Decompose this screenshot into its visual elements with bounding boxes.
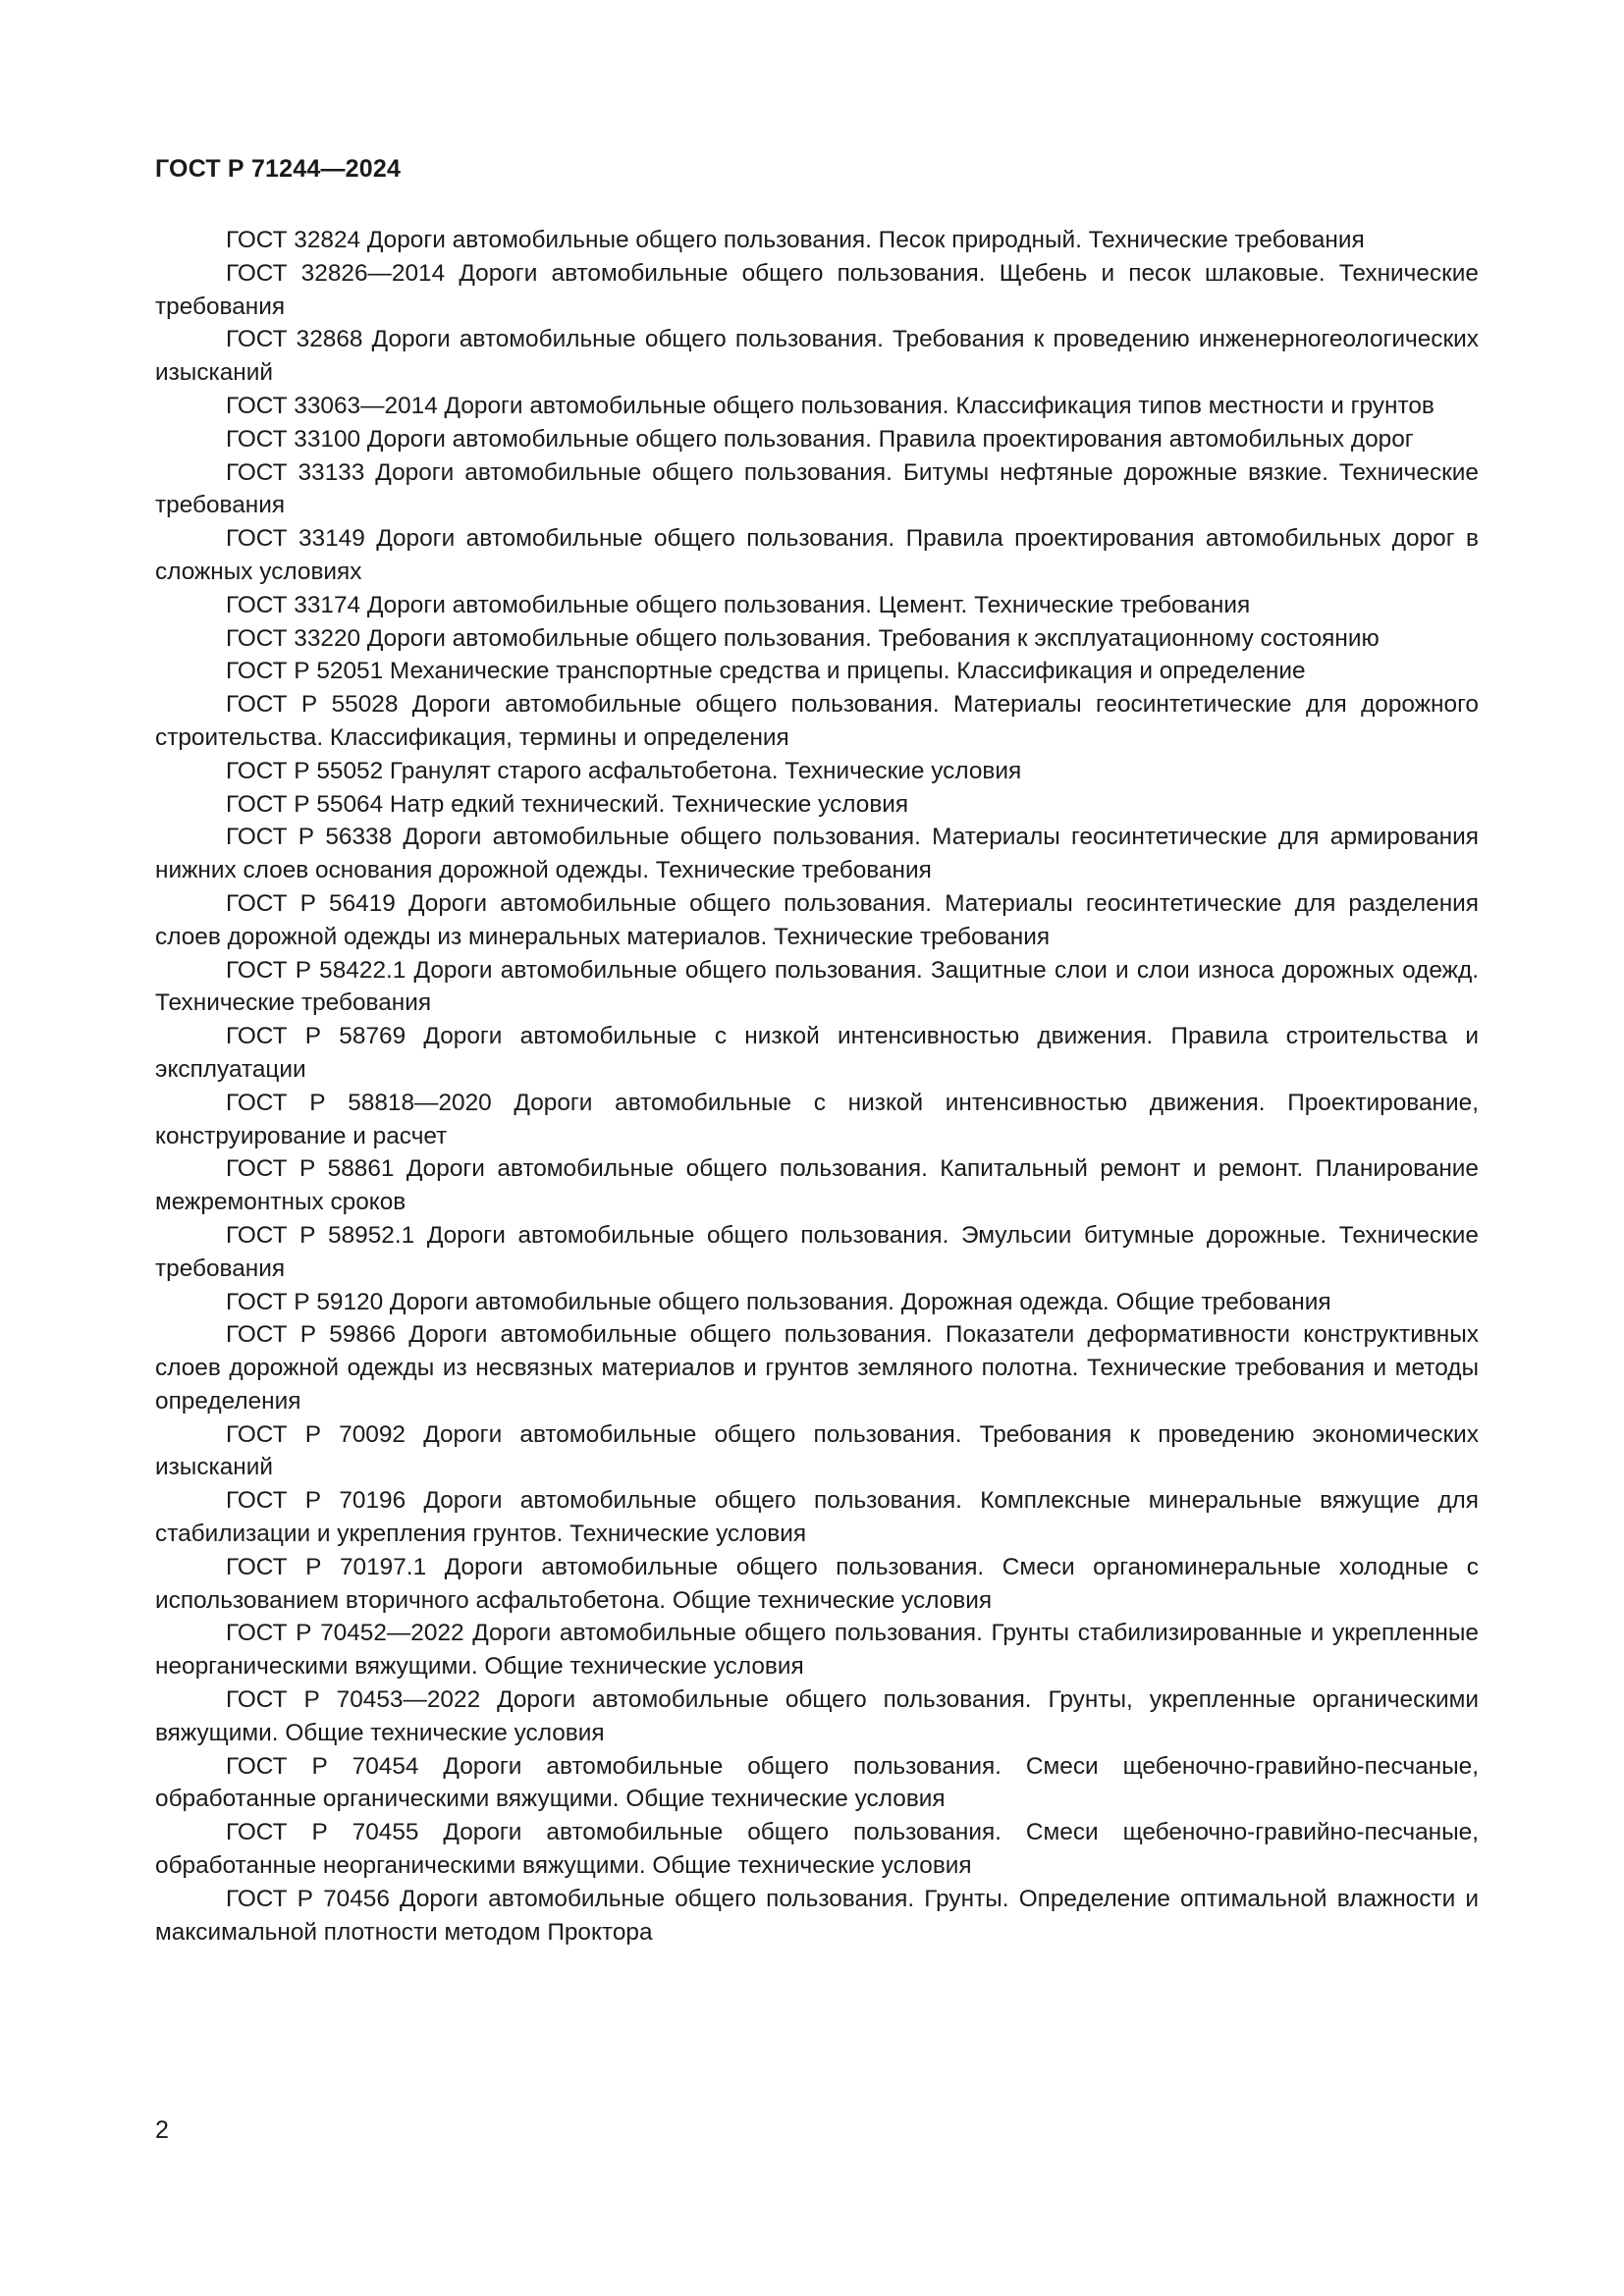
reference-item: ГОСТ Р 70455 Дороги автомобильные общего пользования. Смеси щебеночно-гравийно-песчаные, обработанные неорганическими вяжущими. Общие технические условия bbox=[155, 1819, 1479, 1880]
reference-item: ГОСТ Р 59120 Дороги автомобильные общего пользования. Дорожная одежда. Общие требования bbox=[226, 1288, 1331, 1315]
reference-item: ГОСТ 32868 Дороги автомобильные общего пользования. Требования к проведению инженерногеологических изысканий bbox=[155, 326, 1479, 387]
reference-item: ГОСТ Р 55028 Дороги автомобильные общего пользования. Материалы геосинтетические для дорожного строительства. Классификация, термины и определения bbox=[155, 691, 1479, 751]
reference-item: ГОСТ Р 70456 Дороги автомобильные общего пользования. Грунты. Определение оптимальной влажности и максимальной плотности методом Проктора bbox=[155, 1885, 1479, 1946]
reference-item: ГОСТ 33149 Дороги автомобильные общего пользования. Правила проектирования автомобильных дорог в сложных условиях bbox=[155, 525, 1479, 585]
reference-item: ГОСТ Р 58769 Дороги автомобильные с низкой интенсивностью движения. Правила строительства и эксплуатации bbox=[155, 1023, 1479, 1083]
reference-item: ГОСТ Р 70452—2022 Дороги автомобильные общего пользования. Грунты стабилизированные и укрепленные неорганическими вяжущими. Общие технические условия bbox=[155, 1620, 1479, 1681]
reference-item: ГОСТ 32826—2014 Дороги автомобильные общего пользования. Щебень и песок шлаковые. Технические требования bbox=[155, 259, 1479, 320]
reference-item: ГОСТ Р 58861 Дороги автомобильные общего пользования. Капитальный ремонт и ремонт. Планирование межремонтных сроков bbox=[155, 1155, 1479, 1216]
reference-item: ГОСТ Р 70197.1 Дороги автомобильные общего пользования. Смеси органоминеральные холодные с использованием вторичного асфальтобетона. Общие технические условия bbox=[155, 1553, 1479, 1614]
reference-item: ГОСТ Р 70453—2022 Дороги автомобильные общего пользования. Грунты, укрепленные органическими вяжущими. Общие технические условия bbox=[155, 1686, 1479, 1746]
reference-item: ГОСТ Р 56338 Дороги автомобильные общего пользования. Материалы геосинтетические для армирования нижних слоев основания дорожной одежды. Технические требования bbox=[155, 824, 1479, 884]
reference-item: ГОСТ 33133 Дороги автомобильные общего пользования. Битумы нефтяные дорожные вязкие. Технические требования bbox=[155, 458, 1479, 519]
reference-item: ГОСТ 32824 Дороги автомобильные общего пользования. Песок природный. Технические требования bbox=[226, 227, 1365, 253]
reference-item: ГОСТ Р 70196 Дороги автомобильные общего пользования. Комплексные минеральные вяжущие для стабилизации и укрепления грунтов. Технические условия bbox=[155, 1487, 1479, 1548]
reference-item: ГОСТ Р 58818—2020 Дороги автомобильные с низкой интенсивностью движения. Проектирование, конструирование и расчет bbox=[155, 1089, 1479, 1149]
page-number: 2 bbox=[155, 2116, 169, 2144]
reference-item: ГОСТ Р 70092 Дороги автомобильные общего пользования. Требования к проведению экономических изысканий bbox=[155, 1420, 1479, 1481]
reference-item: ГОСТ 33220 Дороги автомобильные общего пользования. Требования к эксплуатационному состоянию bbox=[226, 624, 1380, 652]
reference-item: ГОСТ Р 58422.1 Дороги автомобильные общего пользования. Защитные слои и слои износа дорожных одежд. Технические требования bbox=[155, 956, 1479, 1017]
reference-item: ГОСТ Р 52051 Механические транспортные средства и прицепы. Классификация и определение bbox=[226, 658, 1306, 685]
document-header: ГОСТ Р 71244—2024 bbox=[155, 155, 402, 183]
reference-item: ГОСТ Р 56419 Дороги автомобильные общего пользования. Материалы геосинтетические для разделения слоев дорожной одежды из минеральных материалов. Технические требования bbox=[155, 889, 1479, 950]
reference-item: ГОСТ Р 59866 Дороги автомобильные общего пользования. Показатели деформативности конструктивных слоев дорожной одежды из несвязных материалов и грунтов земляного полотна. Технические требования и методы определения bbox=[155, 1321, 1479, 1415]
reference-item: ГОСТ 33174 Дороги автомобильные общего пользования. Цемент. Технические требования bbox=[226, 591, 1251, 618]
reference-item: ГОСТ Р 55052 Гранулят старого асфальтобетона. Технические условия bbox=[226, 757, 1022, 784]
reference-item: ГОСТ 33100 Дороги автомобильные общего пользования. Правила проектирования автомобильных дорог bbox=[226, 425, 1414, 453]
reference-item: ГОСТ Р 58952.1 Дороги автомобильные общего пользования. Эмульсии битумные дорожные. Технические требования bbox=[155, 1221, 1479, 1282]
reference-item: ГОСТ Р 70454 Дороги автомобильные общего пользования. Смеси щебеночно-гравийно-песчаные, обработанные органическими вяжущими. Общие технические условия bbox=[155, 1752, 1479, 1813]
reference-item: ГОСТ Р 55064 Натр едкий технический. Технические условия bbox=[226, 790, 909, 818]
normative-references-list bbox=[155, 224, 1479, 1949]
reference-item: ГОСТ 33063—2014 Дороги автомобильные общего пользования. Классификация типов местности и грунтов bbox=[226, 392, 1435, 419]
